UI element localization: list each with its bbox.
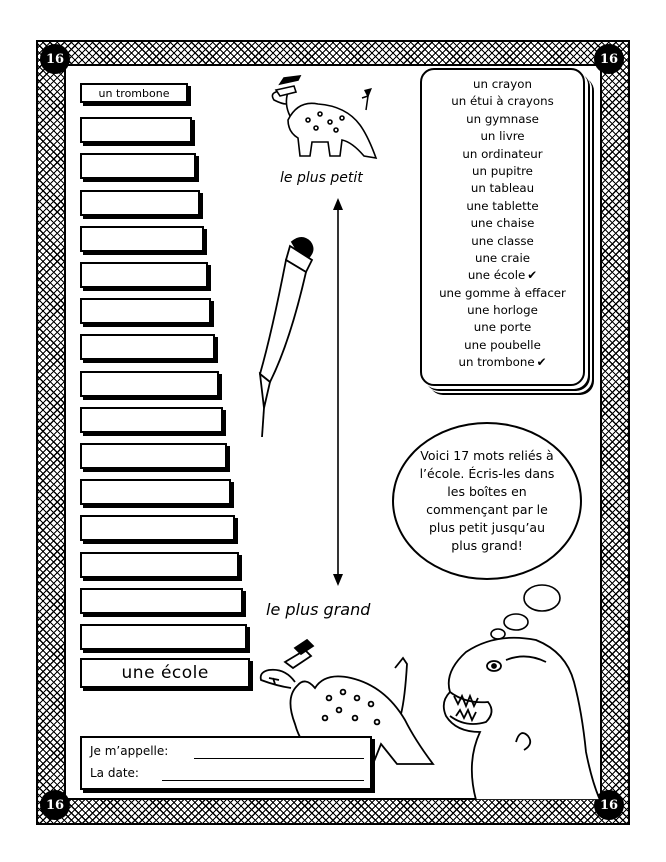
word-text: une école	[467, 268, 526, 283]
word-text: une porte	[473, 320, 532, 335]
word-text: un crayon	[473, 77, 532, 91]
answer-box-16[interactable]	[80, 624, 247, 650]
word-list	[420, 76, 585, 372]
label-largest: le plus grand	[266, 600, 371, 619]
date-input-line[interactable]	[162, 780, 364, 781]
word-text: une horloge	[467, 303, 538, 318]
name-date-box	[80, 736, 372, 790]
thought-bubbles	[480, 580, 570, 640]
word-text: un ordinateur	[462, 146, 543, 161]
word-list-item	[420, 146, 585, 163]
pencil-icon	[250, 232, 330, 444]
checkmark-icon: ✔	[527, 268, 538, 283]
word-text: une chaise	[470, 216, 535, 231]
answer-box-5[interactable]	[80, 226, 204, 252]
answer-box-10[interactable]	[80, 407, 223, 433]
answer-box-2[interactable]	[80, 117, 192, 143]
word-list-item	[420, 267, 585, 284]
word-text: une poubelle	[464, 337, 541, 352]
answer-box-6[interactable]	[80, 262, 208, 288]
word-list-item	[420, 250, 585, 267]
dinosaur-small-icon	[268, 70, 380, 162]
page-number-bottom-right: 16	[594, 790, 624, 820]
answer-box-17[interactable]: une école	[80, 658, 250, 688]
date-label: La date:	[90, 766, 139, 780]
word-list-item	[420, 93, 585, 110]
instruction-text: Voici 17 mots reliés à l’école. Écris-les dans les boîtes en commençant par le plus petit jusqu’au plus grand!	[419, 448, 555, 553]
word-list-item	[420, 215, 585, 232]
page-number-bottom-left: 16	[40, 790, 70, 820]
word-list-item	[420, 233, 585, 250]
word-text: une classe	[471, 233, 534, 248]
word-list-item	[420, 76, 585, 93]
answer-box-9[interactable]	[80, 371, 219, 397]
word-text: un pupitre	[472, 163, 533, 178]
name-input-line[interactable]	[194, 758, 364, 759]
word-text: une craie	[474, 250, 531, 265]
word-list-item	[420, 111, 585, 128]
answer-box-14[interactable]	[80, 552, 239, 578]
word-list-item	[420, 302, 585, 319]
answer-box-1[interactable]: un trombone	[80, 83, 188, 103]
word-text: un gymnase	[466, 111, 539, 126]
word-list-item	[420, 180, 585, 197]
word-list-item	[420, 285, 585, 302]
word-text: un trombone	[458, 355, 535, 370]
page-number-top-left: 16	[40, 44, 70, 74]
checkmark-icon: ✔	[536, 355, 547, 370]
word-text: une gomme à effacer	[439, 285, 566, 300]
answer-box-3[interactable]	[80, 153, 196, 179]
answer-box-12[interactable]	[80, 479, 231, 505]
word-list-item	[420, 319, 585, 336]
word-list-item	[420, 198, 585, 215]
label-smallest: le plus petit	[280, 170, 363, 186]
word-text: un étui à crayons	[451, 94, 554, 109]
t-rex-icon	[436, 632, 600, 800]
page-number-top-right: 16	[594, 44, 624, 74]
word-list-item	[420, 354, 585, 371]
answer-box-13[interactable]	[80, 515, 235, 541]
word-list-item	[420, 337, 585, 354]
word-text: un livre	[480, 129, 525, 144]
answer-box-7[interactable]	[80, 298, 211, 324]
instruction-bubble	[392, 422, 582, 580]
double-arrow-icon	[330, 196, 346, 588]
word-text: un tableau	[470, 181, 535, 196]
answer-box-11[interactable]	[80, 443, 227, 469]
answer-box-15[interactable]	[80, 588, 243, 614]
word-list-item	[420, 128, 585, 145]
answer-box-8[interactable]	[80, 334, 215, 360]
word-text: une tablette	[466, 198, 539, 213]
answer-box-4[interactable]	[80, 190, 200, 216]
name-label: Je m’appelle:	[90, 744, 169, 758]
word-list-item	[420, 163, 585, 180]
